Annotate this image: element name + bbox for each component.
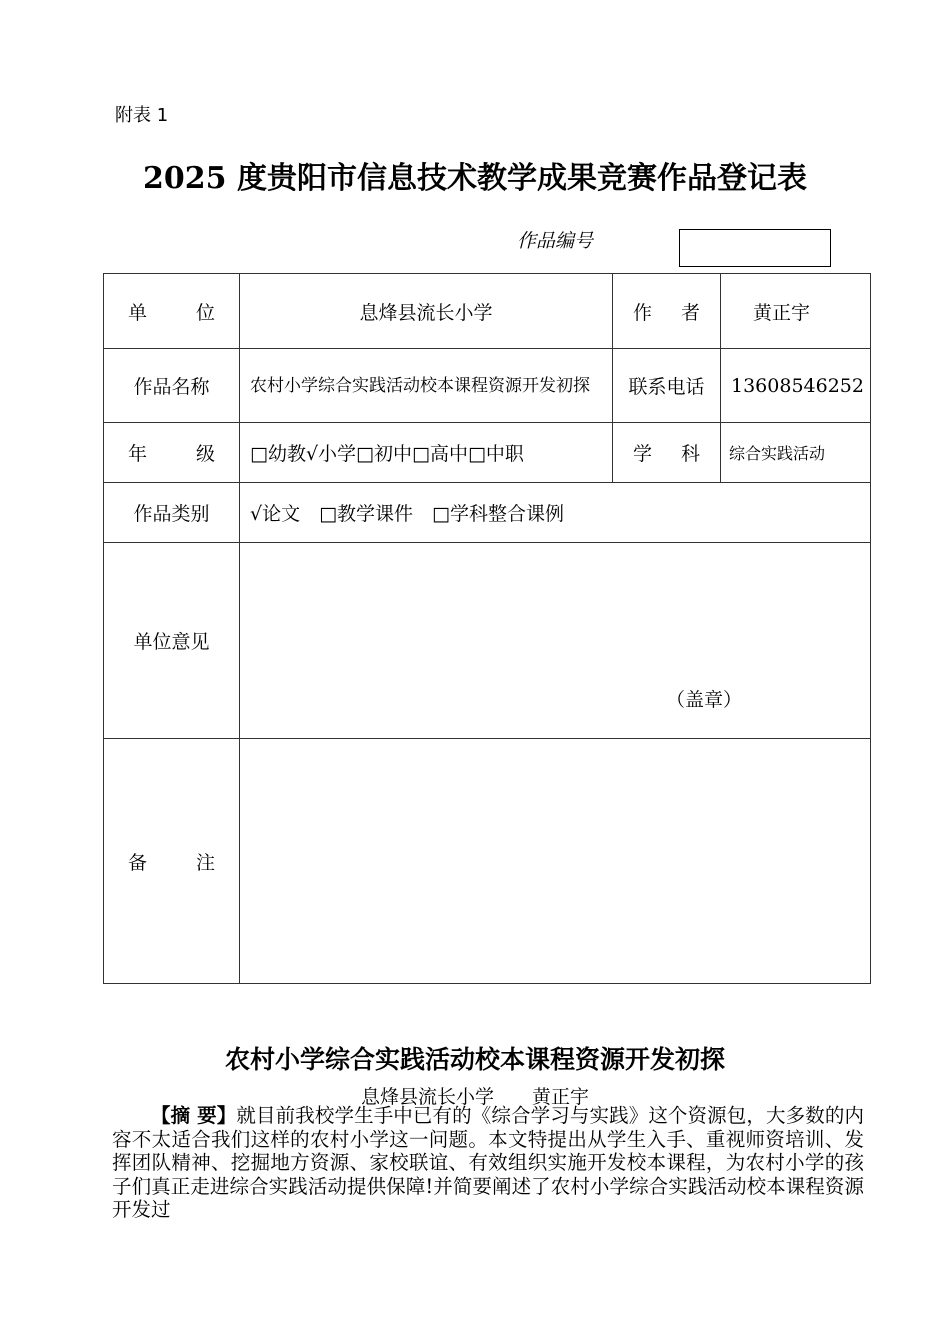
category-options[interactable]: √论文 □教学课件 □学科整合课例 xyxy=(240,483,871,543)
serial-number-field[interactable] xyxy=(679,229,831,267)
form-row-opinion xyxy=(104,543,871,739)
remarks-field[interactable] xyxy=(240,739,871,984)
author-label-char-2: 者 xyxy=(680,301,700,324)
appendix-label: 附表 1 xyxy=(115,105,169,126)
registration-form xyxy=(103,273,871,984)
unit-label-char-2: 位 xyxy=(195,301,215,324)
document-title: 2025 度贵阳市信息技术教学成果竞赛作品登记表 xyxy=(143,161,807,196)
grade-options[interactable]: □幼教√小学□初中□高中□中职 xyxy=(240,423,613,483)
work-name-label: 作品名称 xyxy=(104,349,240,423)
remarks-label-char-1: 备 xyxy=(128,851,148,874)
form-row-remarks xyxy=(104,739,871,984)
remarks-label-char-2: 注 xyxy=(195,851,215,874)
work-name-value[interactable]: 农村小学综合实践活动校本课程资源开发初探 xyxy=(240,349,613,423)
opinion-field[interactable] xyxy=(240,543,871,739)
subject-label-char-2: 科 xyxy=(680,443,700,465)
unit-label-cell xyxy=(104,274,240,349)
unit-label-char-1: 单 xyxy=(128,301,148,324)
author-label-char-1: 作 xyxy=(633,301,653,324)
form-row-work-name xyxy=(104,349,871,423)
author-label-cell xyxy=(613,274,721,349)
seal-text: （盖章） xyxy=(665,689,742,711)
category-label: 作品类别 xyxy=(104,483,240,543)
unit-value[interactable]: 息烽县流长小学 xyxy=(240,274,613,349)
phone-label: 联系电话 xyxy=(613,349,721,423)
abstract-label: 【摘 要】 xyxy=(151,1104,237,1127)
essay-abstract xyxy=(112,1104,864,1222)
grade-label-char-1: 年 xyxy=(128,443,148,465)
grade-label-char-2: 级 xyxy=(195,443,215,465)
form-row-grade xyxy=(104,423,871,483)
grade-label-cell xyxy=(104,423,240,483)
form-row-unit xyxy=(104,274,871,349)
remarks-label-cell xyxy=(104,739,240,984)
abstract-text: 就目前我校学生手中已有的《综合学习与实践》这个资源包，大多数的内容不太适合我们这样的农村小学这一问题。本文特提出从学生入手、重视师资培训、发挥团队精神、挖掘地方资源、家校联谊、有效组织实施开发校本课程，为农村小学的孩子们真正走进综合实践活动提供保障!并简要阐述了农村小学综合实践活动校本课程资源开发过 xyxy=(112,1104,864,1221)
subject-value[interactable]: 综合实践活动 xyxy=(721,423,871,483)
opinion-label: 单位意见 xyxy=(104,543,240,739)
serial-number-label: 作品编号 xyxy=(517,230,594,252)
essay-author-line: 息烽县流长小学 黄正宇 xyxy=(360,1086,589,1108)
essay-title: 农村小学综合实践活动校本课程资源开发初探 xyxy=(224,1045,725,1074)
author-value-text: 黄正宇 xyxy=(753,301,811,324)
subject-label-char-1: 学 xyxy=(633,443,653,465)
author-value[interactable] xyxy=(721,274,871,349)
subject-label-cell xyxy=(613,423,721,483)
form-row-category xyxy=(104,483,871,543)
phone-value[interactable]: 13608546252 xyxy=(721,349,871,423)
